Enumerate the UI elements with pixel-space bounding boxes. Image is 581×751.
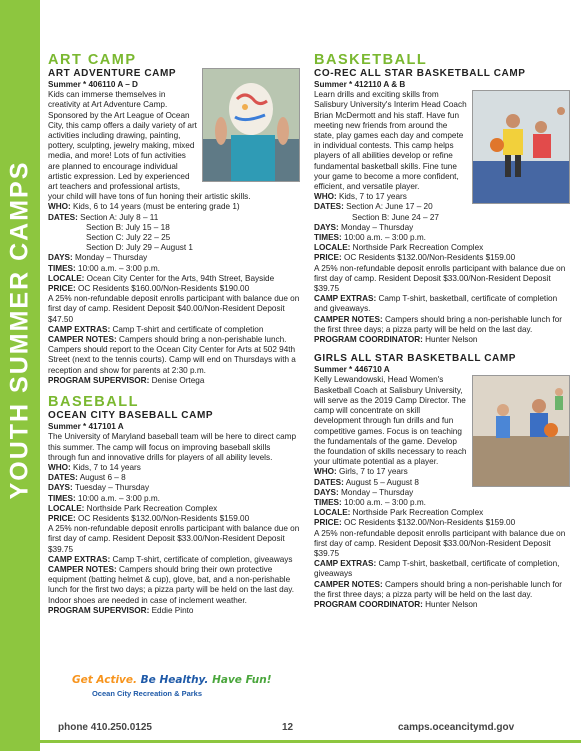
camp-code-baseball: Summer * 417101 A bbox=[48, 422, 124, 432]
section-heading-art: ART CAMP bbox=[48, 52, 137, 68]
girls-days: DAYS: Monday – Thursday bbox=[314, 487, 414, 497]
boys-basketball-image bbox=[473, 91, 570, 204]
basketball-price: PRICE: OC Residents $132.00/Non-Residents $159.00 bbox=[314, 253, 516, 263]
camp-description-baseball: The University of Maryland baseball team will be here to direct camp this summer. The camp will focus on improving baseball skills through fun and innovative drills for players of all ability levels. bbox=[48, 432, 297, 462]
recreation-logo bbox=[72, 674, 272, 702]
girls-notes: CAMPER NOTES: Campers should bring a non-perishable lunch for the first three days; a pizza party will be held on the last day. bbox=[314, 579, 563, 599]
art-camp-photo bbox=[202, 68, 300, 182]
baseball-dates: DATES: August 6 – 8 bbox=[48, 473, 126, 483]
baseball-days: DAYS: Tuesday – Thursday bbox=[48, 483, 150, 493]
basketball-locale: LOCALE: Northside Park Recreation Complex bbox=[314, 243, 484, 253]
baseball-who: WHO: Kids, 7 to 14 years bbox=[48, 462, 141, 472]
basketball-extras: CAMP EXTRAS: Camp T-shirt, basketball, certificate of completion and giveaways. bbox=[314, 294, 558, 314]
art-deposit: A 25% non-refundable deposit enrolls participant with balance due on first day of camp. Resident Deposit $40.00/Non-Resident Deposit $47.50 bbox=[48, 294, 300, 324]
girls-locale: LOCALE: Northside Park Recreation Complex bbox=[314, 508, 484, 518]
basketball-dates: DATES: Section A: June 17 – 20 Section B: June 24 – 27 bbox=[314, 202, 439, 222]
camp-title-basketball: CO-REC ALL STAR BASKETBALL CAMP bbox=[314, 68, 526, 79]
footer-website[interactable]: camps.oceancitymd.gov bbox=[398, 722, 515, 733]
camp-code-art: Summer * 406110 A – D bbox=[48, 80, 138, 89]
camp-code-basketball: Summer * 412110 A & B bbox=[314, 80, 406, 89]
art-price: PRICE: OC Residents $160.00/Non-Residents $190.00 bbox=[48, 284, 250, 294]
sidebar bbox=[0, 0, 40, 751]
basketball-notes: CAMPER NOTES: Campers should bring a non-perishable lunch for the first three days; a pizza party will be held on the last day. bbox=[314, 314, 563, 334]
girls-who: WHO: Girls, 7 to 17 years bbox=[314, 467, 408, 477]
art-days: DAYS: Monday – Thursday bbox=[48, 253, 148, 263]
art-locale: LOCALE: Ocean City Center for the Arts, 94th Street, Bayside bbox=[48, 273, 275, 283]
girls-times: TIMES: 10:00 a.m. – 3:00 p.m. bbox=[314, 497, 426, 507]
girls-camp-photo bbox=[472, 375, 570, 487]
art-supervisor: PROGRAM SUPERVISOR: Denise Ortega bbox=[48, 375, 205, 385]
camp-code-girls: Summer * 446710 A bbox=[314, 365, 390, 375]
art-dates: DATES: Section A: July 8 – 11 Section B: July 15 – 18 Section C: July 22 – 25 Section D: July 29 – August 1 bbox=[48, 212, 193, 253]
baseball-locale: LOCALE: Northside Park Recreation Complex bbox=[48, 503, 218, 513]
basketball-days: DAYS: Monday – Thursday bbox=[314, 222, 414, 232]
camp-title-baseball: OCEAN CITY BASEBALL CAMP bbox=[48, 410, 214, 422]
baseball-supervisor: PROGRAM SUPERVISOR: Eddie Pinto bbox=[48, 605, 194, 615]
girls-price: PRICE: OC Residents $132.00/Non-Residents $159.00 bbox=[314, 518, 516, 528]
girls-coordinator: PROGRAM COORDINATOR: Hunter Nelson bbox=[314, 599, 478, 609]
footer-phone: phone 410.250.0125 bbox=[58, 722, 152, 733]
camp-title-art: ART ADVENTURE CAMP bbox=[48, 68, 177, 79]
left-column bbox=[48, 52, 300, 616]
camp-description-girls: Kelly Lewandowski, Head Women's Basketball Coach at Salisbury University, will serve as the 2019 Camp Director. The camp will concentrate on skill development through fun drills and fun competitive games. Focus is on teaching the fundamentals of the game. Develop the foundation of skills necessary to reach your ultimate potential as a player. bbox=[314, 375, 467, 467]
camp-title-girls: GIRLS ALL STAR BASKETBALL CAMP bbox=[314, 353, 517, 365]
camp-description-basketball: Learn drills and exciting skills from Salisbury University's Interim Head Coach Brian McDermott and his staff. Have fun meeting new friends from around the state, play games each day and compete in individual contests. This camp helps players of all abilities develop or refine fundamental basketball skills. Fine tune your game to become a more confident, efficient, and versatile player. bbox=[314, 90, 467, 192]
basketball-who: WHO: Kids, 7 to 17 years bbox=[314, 192, 407, 202]
baseball-notes: CAMPER NOTES: Campers should bring their own protective equipment (batting helmet & cup), glove, bat, and a non-perishable lunch for the first two days; a pizza party will be held on the last day. Indoor shoes are needed in case of inclement weather. bbox=[48, 564, 295, 605]
art-who: WHO: Kids, 6 to 14 years (must be entering grade 1) bbox=[48, 202, 240, 212]
camp-description-art: Kids can immerse themselves in creativity at Art Adventure Camp. Sponsored by the Art League of Ocean City, this camp offers a daily variety of art activities including drawing, painting, pottery, sculpting, jewelry making, mixed media, and more! Lots of fun activities are planned to encourage individual artistic expression. Led by experienced art teachers and professional artists, your child will have tons of fun honing their artistic skills. bbox=[48, 90, 251, 202]
logo-slogan: Get Active. Be Healthy. Have Fun! bbox=[72, 674, 272, 686]
art-times: TIMES: 10:00 a.m. – 3:00 p.m. bbox=[48, 263, 160, 273]
girls-extras: CAMP EXTRAS: Camp T-shirt, basketball, certificate of completion, giveaways bbox=[314, 559, 560, 579]
sidebar-title: YOUTH SUMMER CAMPS bbox=[5, 160, 34, 500]
footer-rule bbox=[40, 740, 581, 743]
basketball-times: TIMES: 10:00 a.m. – 3:00 p.m. bbox=[314, 233, 426, 243]
logo-org-name: Ocean City Recreation & Parks bbox=[91, 689, 203, 698]
baseball-deposit: A 25% non-refundable deposit enrolls participant with balance due on first day of camp. Resident Deposit $33.00/Non-Resident Deposit $39.75 bbox=[48, 524, 300, 554]
section-heading-baseball: BASEBALL bbox=[48, 394, 139, 411]
baseball-extras: CAMP EXTRAS: Camp T-shirt, certificate of completion, giveaways bbox=[48, 554, 293, 564]
art-notes: CAMPER NOTES: Campers should bring a non-perishable lunch. Campers should report to the Ocean City Center for Arts at 502 94th Street (next to the tennis courts). Camp will end on Thursdays with a reception and show for parents at 2:30 p.m. bbox=[48, 335, 296, 375]
basketball-coordinator: PROGRAM COORDINATOR: Hunter Nelson bbox=[314, 335, 478, 345]
baseball-times: TIMES: 10:00 a.m. – 3:00 p.m. bbox=[48, 493, 160, 503]
basketball-deposit: A 25% non-refundable deposit enrolls participant with balance due on first day of camp. Resident Deposit $33.00/Non-Resident Deposit $39.75 bbox=[314, 263, 566, 294]
girls-deposit: A 25% non-refundable deposit enrolls participant with balance due on first day of camp. Resident Deposit $33.00/Non-Resident Deposit $39.75 bbox=[314, 528, 566, 558]
right-column bbox=[314, 52, 570, 610]
art-extras: CAMP EXTRAS: Camp T-shirt and certificate of completion bbox=[48, 324, 264, 334]
section-heading-basketball: BASKETBALL bbox=[314, 52, 428, 68]
page-number: 12 bbox=[282, 722, 294, 733]
girls-dates: DATES: August 5 – August 8 bbox=[314, 477, 419, 487]
girls-basketball-image bbox=[473, 376, 570, 487]
baseball-price: PRICE: OC Residents $132.00/Non-Residents $159.00 bbox=[48, 513, 250, 523]
basketball-camp-photo bbox=[472, 90, 570, 204]
child-painting-image bbox=[203, 69, 300, 182]
